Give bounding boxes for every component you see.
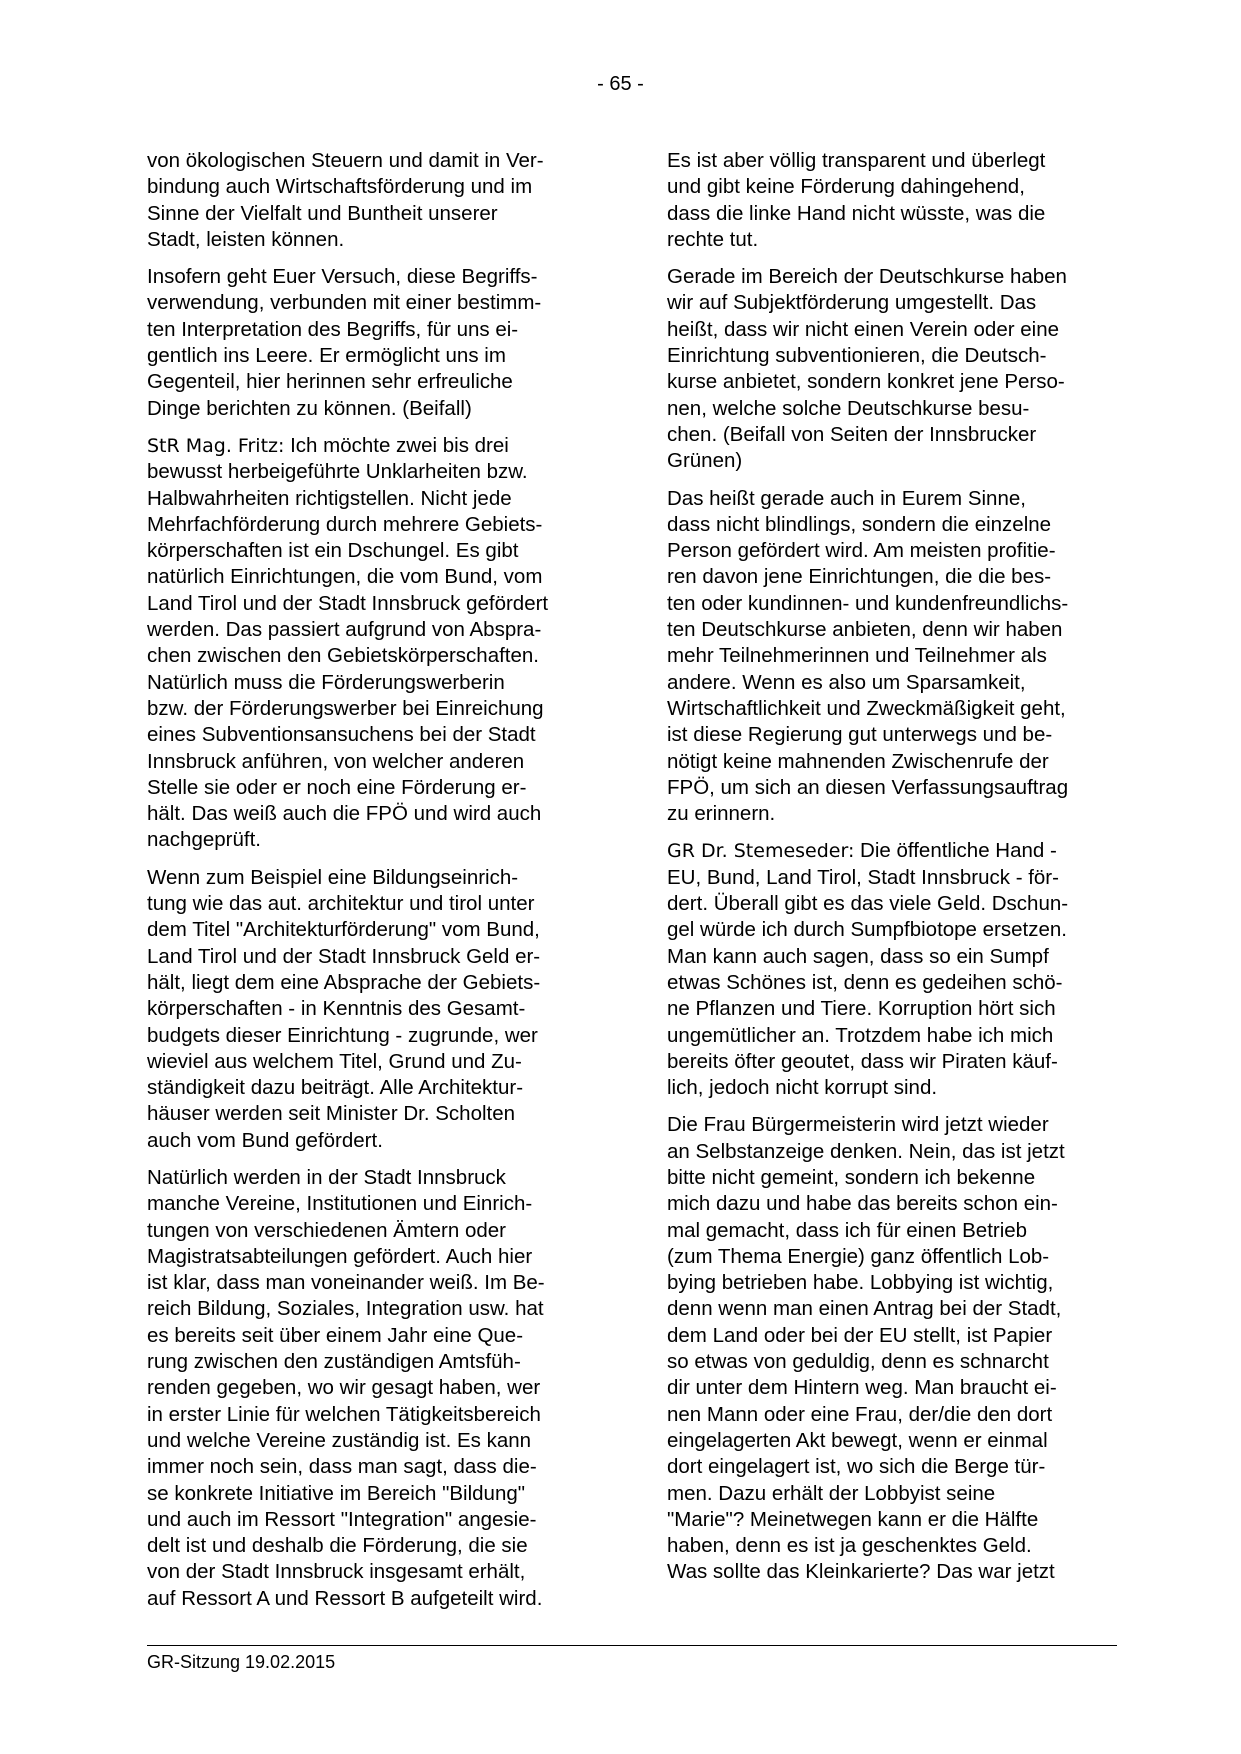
text-line: Magistratsabteilungen gefördert. Auch hier <box>147 1244 533 1268</box>
text-line: dass nicht blindlings, sondern die einzelne <box>667 512 1052 536</box>
text-line: Land Tirol und der Stadt Innsbruck Geld er- <box>147 944 541 968</box>
text-line: wir auf Subjektförderung umgestellt. Das <box>667 291 1037 315</box>
text-line: ständigkeit dazu beiträgt. Alle Architektur- <box>147 1076 524 1100</box>
text-line: nötigt keine mahnenden Zwischenrufe der <box>667 749 1049 773</box>
text-line: lich, jedoch nicht korrupt sind. <box>667 1076 938 1100</box>
text-line: immer noch sein, dass man sagt, dass die- <box>147 1455 537 1479</box>
text-line: reich Bildung, Soziales, Integration usw. hat <box>147 1297 544 1321</box>
text-line: Wenn zum Beispiel eine Bildungseinrich- <box>147 865 519 889</box>
text-line: häuser werden seit Minister Dr. Scholten <box>147 1102 516 1126</box>
text-line: tung wie das aut. architektur und tirol unter <box>147 892 535 916</box>
text-line: nen, welche solche Deutschkurse besu- <box>667 396 1030 420</box>
text-line: manche Vereine, Institutionen und Einrich- <box>147 1192 533 1216</box>
text-line: es bereits seit über einem Jahr eine Que- <box>147 1323 524 1347</box>
text-line: Land Tirol und der Stadt Innsbruck gefördert <box>147 591 549 615</box>
text-line: nen Mann oder eine Frau, der/die den dort <box>667 1402 1053 1426</box>
right-column <box>667 148 1115 1597</box>
text-line: körperschaften ist ein Dschungel. Es gibt <box>147 539 519 563</box>
text-line: bzw. der Förderungswerber bei Einreichung <box>147 696 544 720</box>
text-line: ist klar, dass man voneinander weiß. Im Be- <box>147 1271 545 1295</box>
text-line: rung zwischen den zuständigen Amtsfüh- <box>147 1350 521 1374</box>
paragraph <box>147 1165 595 1612</box>
text-line: ungemütlicher an. Trotzdem habe ich mich <box>667 1023 1054 1047</box>
page-number: - 65 - <box>597 73 644 95</box>
text-line: körperschaften - in Kenntnis des Gesamt- <box>147 997 526 1021</box>
paragraph <box>667 1112 1115 1585</box>
text-line: se konkrete Initiative im Bereich "Bildung" <box>147 1481 526 1505</box>
text-line: dert. Überall gibt es das viele Geld. Dschun- <box>667 892 1069 916</box>
text-line: renden gegeben, wo wir gesagt haben, wer <box>147 1376 541 1400</box>
text-line: in erster Linie für welchen Tätigkeitsbereich <box>147 1402 541 1426</box>
text-line: eines Subventionsansuchens bei der Stadt <box>147 723 536 747</box>
text-line: Gerade im Bereich der Deutschkurse haben <box>667 265 1067 289</box>
footer-session-date: GR-Sitzung 19.02.2015 <box>147 1652 336 1672</box>
text-line: ten Deutschkurse anbieten, denn wir haben <box>667 618 1063 642</box>
text-line: Natürlich werden in der Stadt Innsbruck <box>147 1165 506 1189</box>
text-line: Grünen) <box>667 449 743 473</box>
text-line: mich dazu und habe das bereits schon ein- <box>667 1192 1058 1216</box>
text-line: Stadt, leisten können. <box>147 227 345 251</box>
text-line: und auch im Ressort "Integration" angesie- <box>147 1507 537 1531</box>
speaker-name: GR Dr. Stemeseder: <box>667 840 855 863</box>
text-line: delt ist und deshalb die Förderung, die sie <box>147 1534 528 1558</box>
text-line: hält, liegt dem eine Absprache der Gebiets- <box>147 970 541 994</box>
text-line: Natürlich muss die Förderungswerberin <box>147 670 505 694</box>
paragraph <box>147 865 595 1154</box>
text-line: (zum Thema Energie) ganz öffentlich Lob- <box>667 1244 1050 1268</box>
text-line: bindung auch Wirtschaftsförderung und im <box>147 175 533 199</box>
text-line: Sinne der Vielfalt und Buntheit unserer <box>147 201 498 225</box>
text-line: an Selbstanzeige denken. Nein, das ist jetzt <box>667 1139 1065 1163</box>
text-line: ten Interpretation des Begriffs, für uns ei- <box>147 317 519 341</box>
text-line: ren davon jene Einrichtungen, die die bes- <box>667 565 1052 589</box>
text-line: Die öffentliche Hand - <box>854 839 1057 863</box>
text-line: Wirtschaftlichkeit und Zweckmäßigkeit geht, <box>667 696 1066 720</box>
text-line: etwas Schönes ist, denn es gedeihen schö- <box>667 970 1063 994</box>
text-line: so etwas von geduldig, denn es schnarcht <box>667 1350 1049 1374</box>
text-line: ten oder kundinnen- und kundenfreundlichs- <box>667 591 1069 615</box>
text-line: dass die linke Hand nicht wüsste, was die <box>667 201 1046 225</box>
text-line: kurse anbietet, sondern konkret jene Perso- <box>667 370 1065 394</box>
text-line: bereits öfter geoutet, dass wir Piraten käuf- <box>667 1049 1058 1073</box>
text-line: wieviel aus welchem Titel, Grund und Zu- <box>147 1049 522 1073</box>
text-line: dort eingelagert ist, wo sich die Berge tür- <box>667 1455 1046 1479</box>
text-line: auf Ressort A und Ressort B aufgeteilt wird. <box>147 1586 543 1610</box>
text-line: denn wenn man einen Antrag bei der Stadt, <box>667 1297 1062 1321</box>
text-line: Stelle sie oder er noch eine Förderung er- <box>147 775 527 799</box>
text-line: tungen von verschiedenen Ämtern oder <box>147 1218 506 1242</box>
text-line: und welche Vereine zuständig ist. Es kann <box>147 1428 532 1452</box>
text-line: hält. Das weiß auch die FPÖ und wird auch <box>147 802 542 826</box>
speaker-name: StR Mag. Fritz: <box>147 434 285 457</box>
speaker-paragraph <box>667 838 1115 1101</box>
text-line: dem Land oder bei der EU stellt, ist Papier <box>667 1323 1053 1347</box>
text-line: dem Titel "Architekturförderung" vom Bund, <box>147 918 540 942</box>
text-line: von der Stadt Innsbruck insgesamt erhält, <box>147 1560 526 1584</box>
paragraph <box>667 148 1115 253</box>
text-line: Gegenteil, hier herinnen sehr erfreuliche <box>147 370 513 394</box>
text-line: chen. (Beifall von Seiten der Innsbrucker <box>667 422 1037 446</box>
paragraph <box>667 486 1115 828</box>
text-line: gel würde ich durch Sumpfbiotope ersetzen. <box>667 918 1067 942</box>
text-line: Insofern geht Euer Versuch, diese Begriffs- <box>147 265 538 289</box>
text-line: bitte nicht gemeint, sondern ich bekenne <box>667 1165 1036 1189</box>
text-line: ist diese Regierung gut unterwegs und be- <box>667 723 1053 747</box>
text-line: Person gefördert wird. Am meisten profitie- <box>667 539 1056 563</box>
text-line: zu erinnern. <box>667 802 776 826</box>
text-line: Das heißt gerade auch in Eurem Sinne, <box>667 486 1026 510</box>
text-line: verwendung, verbunden mit einer bestimm- <box>147 291 542 315</box>
paragraph <box>667 264 1115 474</box>
text-line: ne Pflanzen und Tiere. Korruption hört sich <box>667 997 1056 1021</box>
text-line: Die Frau Bürgermeisterin wird jetzt wieder <box>667 1113 1049 1137</box>
paragraph <box>147 264 595 422</box>
text-line: andere. Wenn es also um Sparsamkeit, <box>667 670 1026 694</box>
text-line: eingelagerten Akt bewegt, wenn er einmal <box>667 1428 1048 1452</box>
text-line: gentlich ins Leere. Er ermöglicht uns im <box>147 344 506 368</box>
text-line: mehr Teilnehmerinnen und Teilnehmer als <box>667 644 1047 668</box>
text-line: von ökologischen Steuern und damit in Ver- <box>147 149 544 172</box>
text-line: bying betrieben habe. Lobbying ist wichtig, <box>667 1271 1054 1295</box>
footer-divider <box>147 1645 1117 1646</box>
text-line: nachgeprüft. <box>147 828 261 852</box>
paragraph <box>147 148 595 253</box>
text-line: Ich möchte zwei bis drei <box>284 433 509 457</box>
text-line: dir unter dem Hintern weg. Man braucht ei- <box>667 1376 1057 1400</box>
text-line: Was sollte das Kleinkarierte? Das war jetzt <box>667 1560 1055 1584</box>
left-column <box>147 148 595 1623</box>
text-line: budgets dieser Einrichtung - zugrunde, wer <box>147 1023 538 1047</box>
text-line: und gibt keine Förderung dahingehend, <box>667 175 1025 199</box>
text-line: Man kann auch sagen, dass so ein Sumpf <box>667 944 1049 968</box>
text-line: natürlich Einrichtungen, die vom Bund, vom <box>147 565 543 589</box>
text-line: mal gemacht, dass ich für einen Betrieb <box>667 1218 1028 1242</box>
speaker-paragraph <box>147 433 595 854</box>
text-line: chen zwischen den Gebietskörperschaften. <box>147 644 540 668</box>
text-line: "Marie"? Meinetwegen kann er die Hälfte <box>667 1507 1039 1531</box>
text-line: auch vom Bund gefördert. <box>147 1128 383 1152</box>
text-line: EU, Bund, Land Tirol, Stadt Innsbruck - för- <box>667 865 1059 889</box>
text-line: Dinge berichten zu können. (Beifall) <box>147 396 472 420</box>
text-line: rechte tut. <box>667 227 759 251</box>
text-line: haben, denn es ist ja geschenktes Geld. <box>667 1534 1032 1558</box>
text-line: bewusst herbeigeführte Unklarheiten bzw. <box>147 460 528 484</box>
text-line: Einrichtung subventionieren, die Deutsch- <box>667 344 1047 368</box>
text-line: Innsbruck anführen, von welcher anderen <box>147 749 525 773</box>
text-line: men. Dazu erhält der Lobbyist seine <box>667 1481 996 1505</box>
text-line: Mehrfachförderung durch mehrere Gebiets- <box>147 512 543 536</box>
text-line: Halbwahrheiten richtigstellen. Nicht jede <box>147 486 512 510</box>
text-line: Es ist aber völlig transparent und überlegt <box>667 149 1046 172</box>
text-line: werden. Das passiert aufgrund von Abspra- <box>147 618 542 642</box>
text-line: heißt, dass wir nicht einen Verein oder eine <box>667 317 1060 341</box>
text-line: FPÖ, um sich an diesen Verfassungsauftrag <box>667 775 1069 799</box>
